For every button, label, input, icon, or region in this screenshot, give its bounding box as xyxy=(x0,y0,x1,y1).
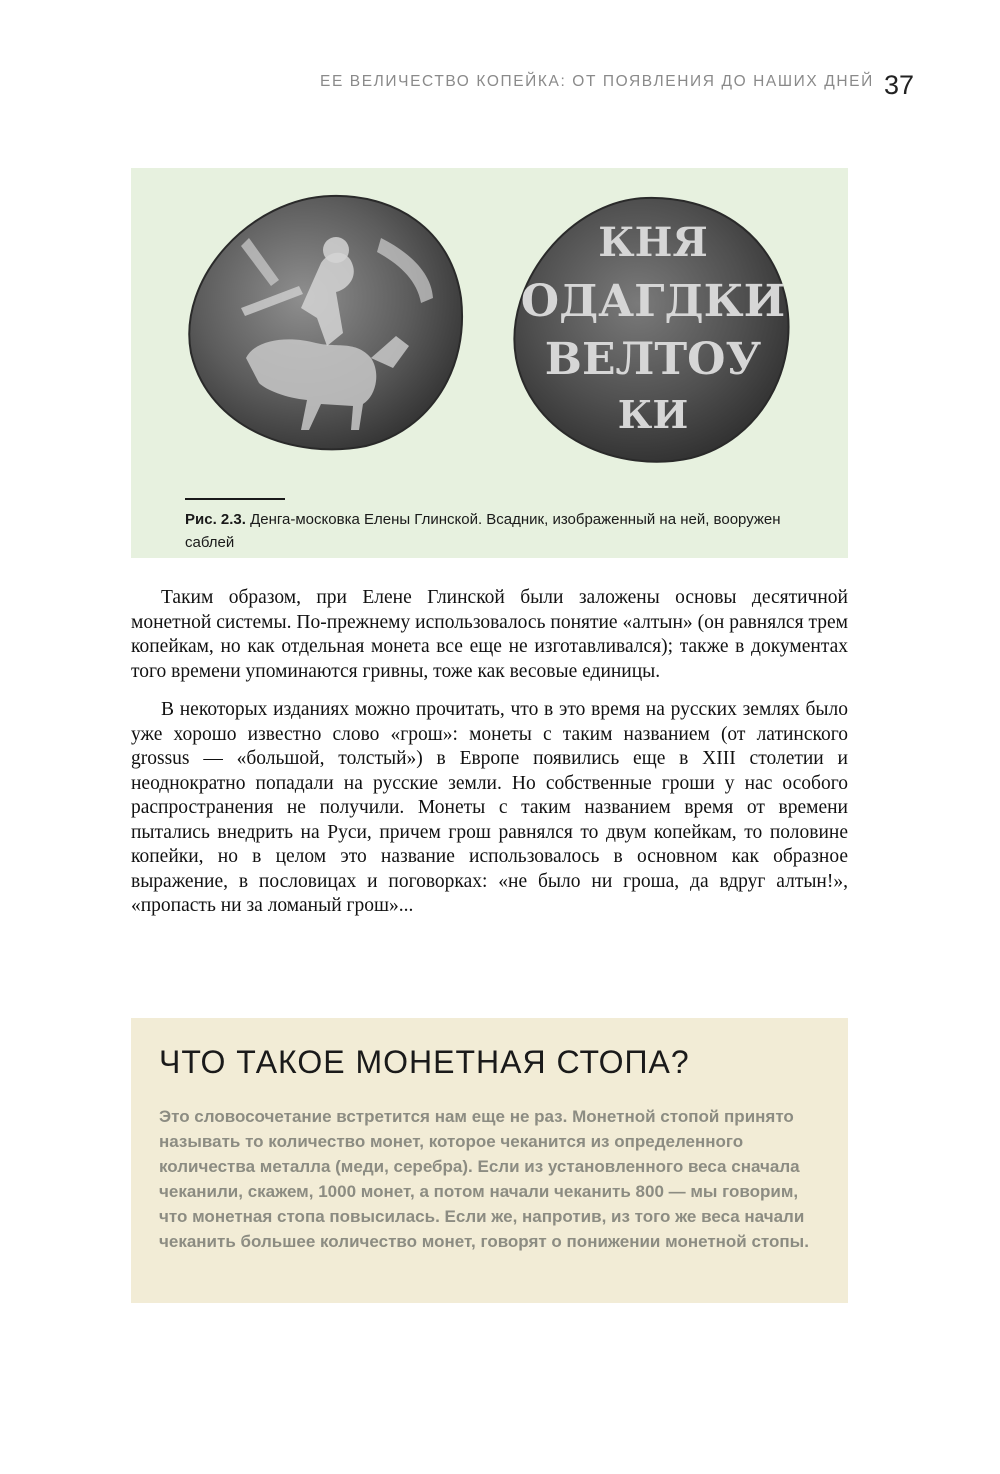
coin-obverse xyxy=(189,196,462,449)
paragraph-2: В некоторых изданиях можно прочитать, что в это время на русских землях было уже хорошо известно слово «грош»: монеты с таким названием (от латинского grossus — «большой, толстый») в Европе появились еще в XIII столетии и неоднократно попадали на русские земли. Но собственные гроши у нас особого распространения не получили. Монеты с таким названием время от времени пытались внедрить на Руси, причем грош равнялся то двум копейкам, то половине копейки, но в целом это название использовалось в основном как образное выражение, в пословицах и поговорках: «не было ни гроша, да вдруг алтын!», «пропасть ни за ломаный грош»... xyxy=(131,699,848,916)
caption-rule xyxy=(185,498,285,500)
inscription-line-1: КНЯ xyxy=(598,219,708,266)
sidebar-box xyxy=(131,1018,848,1303)
figure-caption xyxy=(185,508,805,554)
coin-reverse xyxy=(514,198,788,462)
inscription-line-3: ВЕЛТОУ xyxy=(544,334,762,385)
figure xyxy=(131,168,848,558)
paragraph-1: Таким образом, при Елене Глинской были заложены основы десятичной монетной системы. По-прежнему использовалось понятие «алтын» (он равнялся трем копейкам, но как отдельная монета все еще не изготавливался); также в документах того времени упоминаются гривны, тоже как весовые единицы. xyxy=(131,587,848,682)
coin-illustration xyxy=(131,168,848,478)
inscription-line-4: КИ xyxy=(617,392,689,437)
figure-label: Рис. 2.3. xyxy=(185,511,246,528)
running-title: ЕЕ ВЕЛИЧЕСТВО КОПЕЙКА: ОТ ПОЯВЛЕНИЯ ДО НАШИХ ДНЕЙ xyxy=(320,73,874,90)
inscription-line-2: ОДАГДКИ xyxy=(520,276,786,327)
figure-caption-text: Денга-московка Елены Глинской. Всадник, изображенный на ней, вооружен саблей xyxy=(185,511,781,551)
sidebar-text: Это словосочетание встретится нам еще не раз. Монетной стопой принято называть то количество монет, которое чеканится из определенного количества металла (меди, серебра). Если из установленного веса сначала чеканили, скажем, 1000 монет, а потом начали чеканить 800 — мы говорим, что монетная стопа повысилась. Если же, напротив, из того же веса начали чеканить большее количество монет, говорят о понижении монетной стопы. xyxy=(159,1107,809,1251)
page-number: 37 xyxy=(884,70,915,100)
sidebar-title: ЧТО ТАКОЕ МОНЕТНАЯ СТОПА? xyxy=(159,1044,690,1080)
body-text xyxy=(131,586,848,933)
